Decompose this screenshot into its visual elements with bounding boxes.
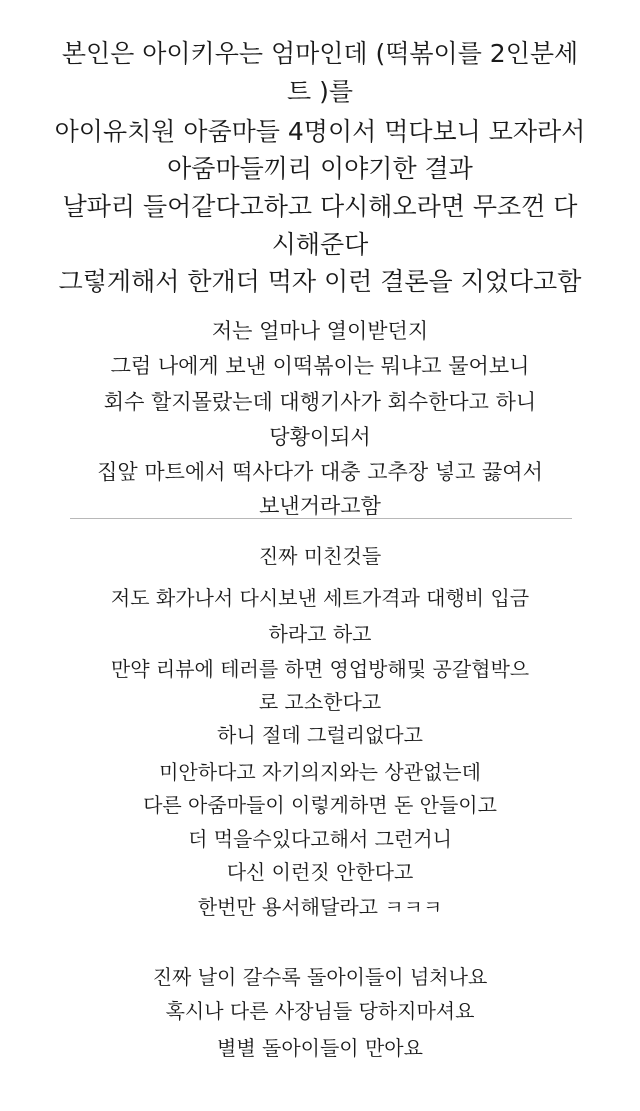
text-line: 더 먹을수있다고해서 그런거니: [188, 827, 452, 851]
text-line: 별별 돌아이들이 만아요: [217, 1036, 423, 1060]
text-line: 혹시나 다른 사장님들 당하지마셔요: [165, 999, 475, 1023]
text-line: 트 )를: [286, 77, 353, 106]
text-line: 하라고 하고: [268, 622, 372, 646]
text-line: 다신 이런짓 안한다고: [226, 860, 414, 884]
text-line: 저도 화가나서 다시보낸 세트가격과 대행비 입금: [110, 586, 530, 610]
text-line: 하니 절데 그럴리없다고: [217, 723, 423, 747]
text-line: 보낸거라고함: [259, 494, 381, 518]
text-line: 저는 얼마나 열이받던지: [211, 319, 429, 343]
text-line: 날파리 들어같다고하고 다시해오라면 무조껀 다: [62, 192, 578, 221]
text-line: 미안하다고 자기의지와는 상관없는데: [159, 760, 481, 784]
text-line: 로 고소한다고: [258, 690, 382, 714]
text-line: 당황이되서: [269, 425, 371, 449]
text-line: 회수 할지몰랐는데 대행기사가 회수한다고 하니: [103, 390, 537, 414]
text-line: 집앞 마트에서 떡사다가 대충 고추장 넣고 끓여서: [97, 460, 543, 484]
text-line: 시해준다: [271, 230, 369, 259]
text-line: 진짜 미친것들: [258, 544, 382, 568]
text-line: 본인은 아이키우는 엄마인데 (떡볶이를 2인분세: [61, 39, 579, 68]
text-line: 진짜 날이 갈수록 돌아이들이 넘처나요: [152, 965, 488, 989]
text-line: 만약 리뷰에 테러를 하면 영업방해및 공갈협박으: [110, 657, 530, 681]
text-line: 다른 아줌마들이 이렇게하면 돈 안들이고: [143, 793, 497, 817]
text-line: 그럼 나에게 보낸 이떡볶이는 뭐냐고 물어보니: [110, 354, 530, 378]
section-divider: [70, 518, 572, 519]
text-line: 아줌마들끼리 이야기한 결과: [167, 154, 473, 183]
text-line: 그렇게해서 한개더 먹자 이런 결론을 지었다고함: [58, 267, 582, 296]
text-line: 아이유치원 아줌마들 4명이서 먹다보니 모자라서: [54, 117, 586, 146]
text-line: 한번만 용서해달라고 ㅋㅋㅋ: [197, 895, 443, 919]
